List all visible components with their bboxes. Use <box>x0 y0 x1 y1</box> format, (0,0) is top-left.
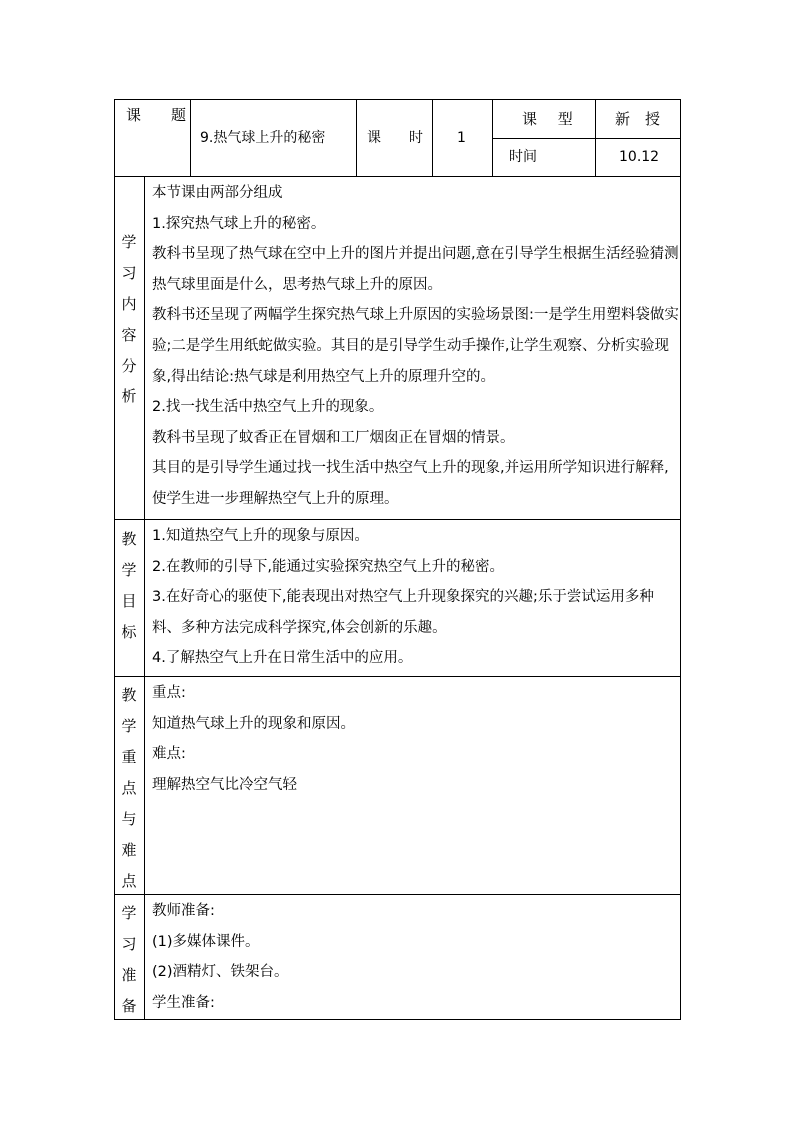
objectives-section-label <box>114 519 144 676</box>
objective-line: 1.知道热空气上升的现象与原因。 <box>152 528 369 544</box>
preparation-content <box>152 896 680 1018</box>
key-point-line: 难点: <box>152 746 186 763</box>
analysis-line: 教科书呈现了热气球在空中上升的图片并提出问题,意在引导学生根据生活经验猜测热气球里面是什么，思考热气球上升的原因。 <box>152 246 679 293</box>
analysis-label-char: 析 <box>121 387 137 405</box>
topic-value: 9.热气球上升的秘密 <box>200 130 326 146</box>
type-label: 课 型 <box>522 110 581 128</box>
preparation-label-char: 习 <box>121 935 137 953</box>
key-points-label-char: 学 <box>121 717 137 735</box>
objectives-label-char: 目 <box>121 592 137 610</box>
analysis-section-label <box>114 176 144 519</box>
key-points-label-char: 教 <box>121 686 137 704</box>
section-divider-1 <box>114 519 681 520</box>
analysis-line: 教科书呈现了蚊香正在冒烟和工厂烟囱正在冒烟的情景。 <box>152 429 515 446</box>
analysis-line: 本节课由两部分组成 <box>152 185 283 201</box>
period-value: 1 <box>457 130 466 146</box>
analysis-label-char: 学 <box>121 233 137 251</box>
key-points-section-label <box>114 676 144 894</box>
objectives-label-char: 标 <box>121 623 137 641</box>
objectives-label-char: 学 <box>121 561 137 579</box>
analysis-content <box>152 178 680 515</box>
key-point-line: 理解热空气比冷空气轻 <box>152 776 297 793</box>
preparation-label-char: 备 <box>121 997 137 1015</box>
objective-line: 2.在教师的引导下,能通过实验探究热空气上升的秘密。 <box>152 558 504 575</box>
header-divider-1 <box>190 99 191 177</box>
key-points-content <box>152 678 680 800</box>
key-points-label-char: 与 <box>121 810 137 828</box>
objective-line: 4.了解热空气上升在日常生活中的应用。 <box>152 650 413 667</box>
analysis-line: 其目的是引导学生通过找一找生活中热空气上升的现象,并运用所学知识进行解释,使学生进一步理解热空气上升的原理。 <box>152 460 669 507</box>
analysis-label-char: 容 <box>121 326 137 344</box>
analysis-line: 1.探究热气球上升的秘密。 <box>152 215 326 232</box>
analysis-label-char: 内 <box>121 295 137 313</box>
header-divider-2 <box>356 99 357 177</box>
preparation-section-label <box>114 894 144 1020</box>
preparation-label-char: 学 <box>121 904 137 922</box>
preparation-line: 学生准备: <box>152 994 215 1011</box>
topic-label: 课 题 <box>126 106 187 124</box>
header-divider-3 <box>432 99 433 177</box>
objectives-content <box>152 521 680 674</box>
header-right-midline <box>492 138 681 139</box>
key-points-label-char: 点 <box>121 872 137 890</box>
analysis-line: 教科书还呈现了两幅学生探究热气球上升原因的实验场景图:一是学生用塑料袋做实验;二是学生用纸蛇做实验。其目的是引导学生动手操作,让学生观察、分析实验现象,得出结论:热气球是利用热空气上升的原理升空的。 <box>152 307 679 385</box>
key-points-label-char: 重 <box>121 748 137 766</box>
preparation-line: 教师准备: <box>152 903 215 919</box>
analysis-label-char: 习 <box>121 264 137 282</box>
objective-line: 3.在好奇心的驱使下,能表现出对热空气上升现象探究的兴趣;乐于尝试运用多种料、多种方法完成科学探究,体会创新的乐趣。 <box>152 589 654 636</box>
key-points-label-char: 点 <box>121 779 137 797</box>
preparation-line: (1)多媒体课件。 <box>152 933 260 950</box>
preparation-line: (2)酒精灯、铁架台。 <box>152 964 289 981</box>
section-divider-3 <box>114 894 681 895</box>
key-points-label-char: 难 <box>121 841 137 859</box>
time-value: 10.12 <box>619 149 660 165</box>
preparation-label-char: 准 <box>121 966 137 984</box>
analysis-label-char: 分 <box>121 357 137 375</box>
key-point-line: 知道热气球上升的现象和原因。 <box>152 715 355 732</box>
time-label: 时间 <box>509 149 537 165</box>
section-divider-2 <box>114 676 681 677</box>
analysis-line: 2.找一找生活中热空气上升的现象。 <box>152 399 384 416</box>
period-label: 课 时 <box>367 130 423 146</box>
type-value: 新 授 <box>615 110 661 128</box>
key-point-line: 重点: <box>152 685 186 701</box>
objectives-label-char: 教 <box>121 530 137 548</box>
